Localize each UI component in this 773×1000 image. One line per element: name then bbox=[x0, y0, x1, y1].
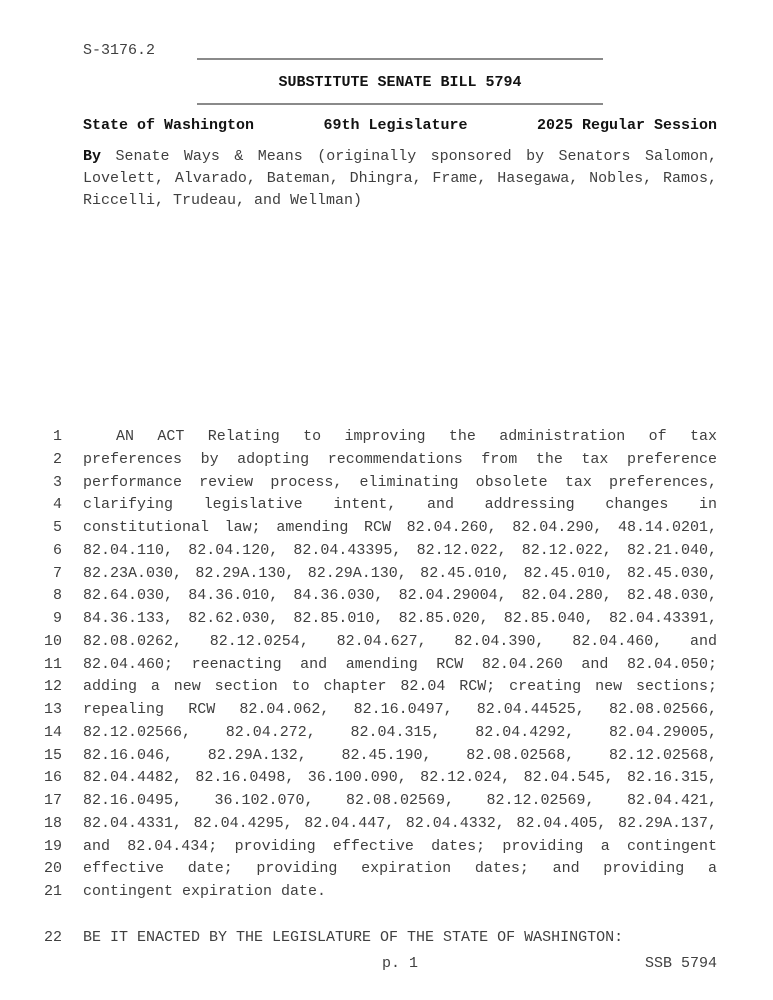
legislature-name: 69th Legislature bbox=[323, 117, 468, 134]
line-number: 19 bbox=[43, 837, 62, 855]
line-number: 20 bbox=[43, 860, 62, 878]
footer-bill-short-title: SSB 5794 bbox=[644, 955, 717, 972]
bill-text-line bbox=[0, 517, 717, 540]
bill-text-line bbox=[0, 699, 717, 722]
line-text: constitutional law; amending RCW 82.04.260, 82.04.290, 48.14.0201, bbox=[83, 519, 717, 536]
draft-number: S-3176.2 bbox=[83, 42, 156, 59]
line-number: 11 bbox=[43, 655, 62, 673]
bill-text-line bbox=[0, 722, 717, 745]
sponsor-line-1 bbox=[83, 146, 717, 168]
line-number: 8 bbox=[52, 587, 62, 605]
bill-text-line bbox=[0, 585, 717, 608]
line-text: 82.16.0495, 36.102.070, 82.08.02569, 82.12.02569, 82.04.421, bbox=[83, 792, 717, 809]
line-text: 82.04.4482, 82.16.0498, 36.100.090, 82.12.024, 82.04.545, 82.16.315, bbox=[83, 769, 717, 787]
sponsor-line-1-text: Senate Ways & Means (originally sponsored by Senators Salomon, bbox=[101, 148, 717, 165]
bill-text-line bbox=[0, 563, 717, 586]
line-text: contingent expiration date. bbox=[83, 883, 327, 900]
sponsor-line-2: Lovelett, Alvarado, Bateman, Dhingra, Frame, Hasegawa, Nobles, Ramos, bbox=[83, 170, 717, 187]
sponsor-line-3: Riccelli, Trudeau, and Wellman) bbox=[83, 192, 363, 209]
line-number: 22 bbox=[43, 928, 62, 946]
line-text: 82.64.030, 84.36.010, 84.36.030, 82.04.29004, 82.04.280, 82.48.030, bbox=[83, 587, 717, 605]
line-text: 82.12.02566, 82.04.272, 82.04.315, 82.04.4292, 82.04.29005, bbox=[83, 723, 717, 741]
legislature-info-row bbox=[83, 118, 717, 134]
line-number: 18 bbox=[43, 814, 62, 832]
line-text: 82.04.4331, 82.04.4295, 82.04.447, 82.04.4332, 82.04.405, 82.29A.137, bbox=[83, 814, 717, 832]
bill-text-line bbox=[0, 494, 717, 517]
line-number: 4 bbox=[52, 496, 62, 514]
line-text: 84.36.133, 82.62.030, 82.85.010, 82.85.020, 82.85.040, 82.04.43391, bbox=[83, 610, 717, 627]
line-text: 82.04.110, 82.04.120, 82.04.43395, 82.12.022, 82.12.022, 82.21.040, bbox=[83, 541, 717, 559]
line-text: repealing RCW 82.04.062, 82.16.0497, 82.04.44525, 82.08.02566, bbox=[83, 701, 717, 718]
line-number: 12 bbox=[43, 678, 62, 696]
line-number: 16 bbox=[43, 769, 62, 787]
line-text: performance review process, eliminating obsolete tax preferences, bbox=[83, 473, 717, 491]
line-text: 82.04.460; reenacting and amending RCW 82.04.260 and 82.04.050; bbox=[83, 655, 717, 673]
sponsor-by-label: By bbox=[83, 148, 102, 165]
line-text: 82.16.046, 82.29A.132, 82.45.190, 82.08.02568, 82.12.02568, bbox=[83, 746, 717, 764]
bill-text-line bbox=[0, 927, 717, 950]
header-rule-bottom bbox=[197, 103, 603, 105]
sponsor-paragraph bbox=[83, 146, 717, 212]
line-number: 13 bbox=[43, 701, 62, 718]
line-number: 21 bbox=[43, 883, 62, 900]
line-number: 14 bbox=[43, 723, 62, 741]
bill-text-line bbox=[0, 540, 717, 563]
session-name: 2025 Regular Session bbox=[536, 117, 717, 134]
bill-text-line bbox=[0, 881, 717, 904]
header-rule-top bbox=[197, 58, 603, 60]
bill-text-line bbox=[0, 449, 717, 472]
bill-text-line bbox=[0, 767, 717, 790]
line-text: 82.23A.030, 82.29A.130, 82.29A.130, 82.45.010, 82.45.010, 82.45.030, bbox=[83, 564, 717, 582]
bill-text-line bbox=[0, 745, 717, 768]
line-text: AN ACT Relating to improving the administration of tax bbox=[116, 428, 717, 445]
bill-text-line bbox=[0, 472, 717, 495]
bill-text-line bbox=[0, 654, 717, 677]
line-text: clarifying legislative intent, and addressing changes in bbox=[83, 496, 717, 514]
state-name: State of Washington bbox=[83, 117, 255, 134]
line-text: BE IT ENACTED BY THE LEGISLATURE OF THE STATE OF WASHINGTON: bbox=[83, 928, 624, 946]
bill-text-line bbox=[0, 608, 717, 631]
line-number: 2 bbox=[52, 450, 62, 468]
footer-page-number: p. 1 bbox=[381, 955, 418, 972]
line-number: 10 bbox=[43, 632, 62, 650]
line-number: 5 bbox=[52, 519, 62, 536]
line-number: 6 bbox=[52, 541, 62, 559]
line-number: 17 bbox=[43, 792, 62, 809]
bill-text-line bbox=[0, 813, 717, 836]
bill-text-line bbox=[0, 790, 717, 813]
line-text: preferences by adopting recommendations from the tax preference bbox=[83, 450, 717, 468]
line-number: 7 bbox=[52, 564, 62, 582]
line-number: 3 bbox=[52, 473, 62, 491]
line-text: effective date; providing expiration dates; and providing a bbox=[83, 860, 717, 878]
line-number: 15 bbox=[43, 746, 62, 764]
bill-text-line bbox=[0, 836, 717, 859]
line-number: 9 bbox=[52, 610, 62, 627]
bill-text-line bbox=[0, 631, 717, 654]
line-number: 1 bbox=[52, 428, 62, 445]
bill-title: SUBSTITUTE SENATE BILL 5794 bbox=[278, 74, 522, 91]
bill-text-line bbox=[0, 426, 717, 449]
bill-text-line bbox=[0, 858, 717, 881]
line-text: adding a new section to chapter 82.04 RCW; creating new sections; bbox=[83, 678, 717, 696]
bill-body-text bbox=[0, 426, 717, 949]
bill-text-line bbox=[0, 676, 717, 699]
line-text: and 82.04.434; providing effective dates; providing a contingent bbox=[83, 837, 717, 855]
line-text: 82.08.0262, 82.12.0254, 82.04.627, 82.04.390, 82.04.460, and bbox=[83, 632, 717, 650]
